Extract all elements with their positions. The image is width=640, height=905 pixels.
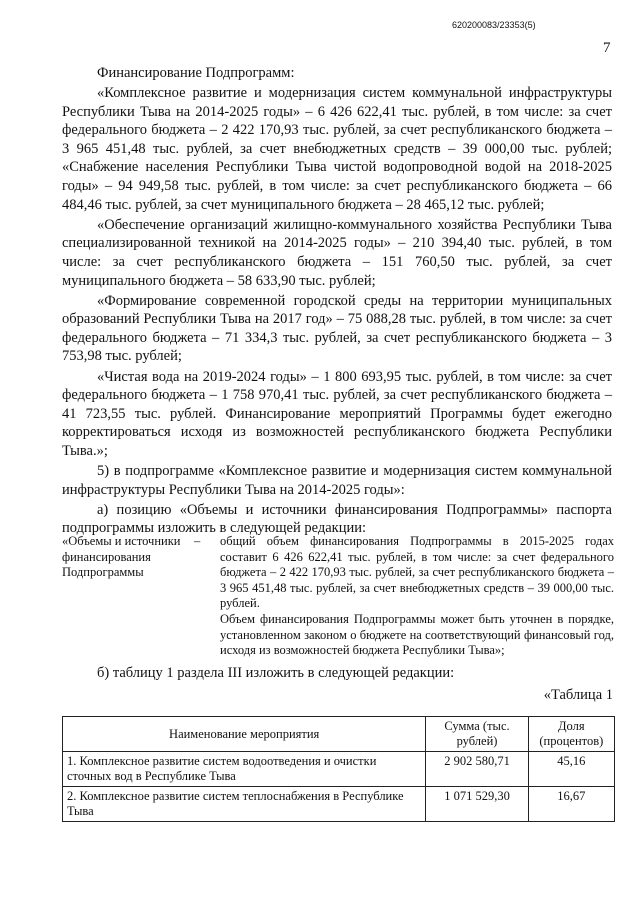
- page-number: 7: [603, 40, 611, 56]
- body-text: [62, 64, 612, 539]
- table-cell: 16,67: [528, 787, 614, 822]
- paragraph: «Комплексное развитие и модернизация систем коммунальной инфраструктуры Республики Тыва на 2014-2025 годы» – 6 426 622,41 тыс. рублей, в том числе: за счет федерального бюджета – 2 422 170,93 тыс. рублей, за счет республиканского бюджета – 3 965 451,48 тыс. рублей, за счет внебюджетных средств – 39 000,00 тыс. рублей; «Снабжение населения Республики Тыва чистой водопроводной водой на 2018-2025 годы» – 94 949,58 тыс. рублей, в том числе: за счет республиканского бюджета – 66 484,46 тыс. рублей, за счет муниципального бюджета – 28 465,12 тыс. рублей;: [62, 85, 612, 213]
- funding-table: [62, 716, 615, 822]
- table-header-cell: Сумма (тыс. рублей): [426, 717, 528, 752]
- table-row: [63, 752, 615, 787]
- table-cell: 1 071 529,30: [426, 787, 528, 822]
- passport-text-2: Объем финансирования Подпрограммы может быть уточнен в порядке, установленном законом о бюджете на соответствующий финансовый год, исходя из возможностей бюджета Республики Тыва»;: [220, 611, 614, 658]
- paragraph: «Чистая вода на 2019-2024 годы» – 1 800 693,95 тыс. рублей, в том числе: за счет федерального бюджета – 1 758 970,41 тыс. рублей, за счет республиканского бюджета – 41 723,55 тыс. рублей. Финансирование мероприятий Программы будет ежегодно корректироваться исходя из возможностей республиканского бюджета Республики Тыва.»;: [62, 368, 612, 459]
- document-code: 620200083/23353(5): [452, 20, 536, 30]
- passport-text-1: общий объем финансирования Подпрограммы в 2015-2025 годах составит 6 426 622,41 тыс. рублей, в том числе: за счет федерального бюджета – 2 422 170,93 тыс. рублей, за счет республиканского бюджета – 3 965 451,48 тыс. рублей, за счет внебюджетных средств – 39 000,00 тыс. рублей.: [220, 534, 614, 611]
- paragraph: Финансирование Подпрограмм:: [97, 65, 295, 81]
- table-caption: «Таблица 1: [543, 687, 613, 703]
- table-cell: 1. Комплексное развитие систем водоотведения и очистки сточных вод в Республике Тыва: [63, 752, 426, 787]
- passport-dash: –: [194, 534, 201, 548]
- paragraph-b: б) таблицу 1 раздела III изложить в следующей редакции:: [97, 665, 455, 681]
- table-row: [63, 787, 615, 822]
- table-cell: 2. Комплексное развитие систем теплоснабжения в Республике Тыва: [63, 787, 426, 822]
- passport-text: [220, 534, 614, 659]
- paragraph: 5) в подпрограмме «Комплексное развитие и модернизация систем коммунальной инфраструктуры Республики Тыва на 2014-2025 годы»:: [62, 462, 612, 498]
- table-header-cell: Доля (процентов): [528, 717, 614, 752]
- paragraph: «Обеспечение организаций жилищно-коммунального хозяйства Республики Тыва специализированной техникой на 2014-2025 годы» – 210 394,40 тыс. рублей, в том числе: за счет республиканского бюджета – 151 760,50 тыс. рублей, за счет муниципального бюджета – 58 633,90 тыс. рублей;: [62, 216, 612, 289]
- passport-section: [62, 534, 614, 659]
- paragraph: а) позицию «Объемы и источники финансирования Подпрограммы» паспорта подпрограммы изложить в следующей редакции:: [62, 501, 612, 537]
- table-cell: 45,16: [528, 752, 614, 787]
- passport-label: «Объемы и источники финансирования Подпрограммы: [62, 534, 181, 580]
- table-header-cell: Наименование мероприятия: [63, 717, 426, 752]
- paragraph: «Формирование современной городской среды на территории муниципальных образований Республики Тыва на 2017 год» – 75 088,28 тыс. рублей, в том числе: за счет федерального бюджета – 71 334,3 тыс. рублей, за счет республиканского бюджета – 3 753,98 тыс. рублей;: [62, 292, 612, 365]
- table-cell: 2 902 580,71: [426, 752, 528, 787]
- table-header-row: [63, 717, 615, 752]
